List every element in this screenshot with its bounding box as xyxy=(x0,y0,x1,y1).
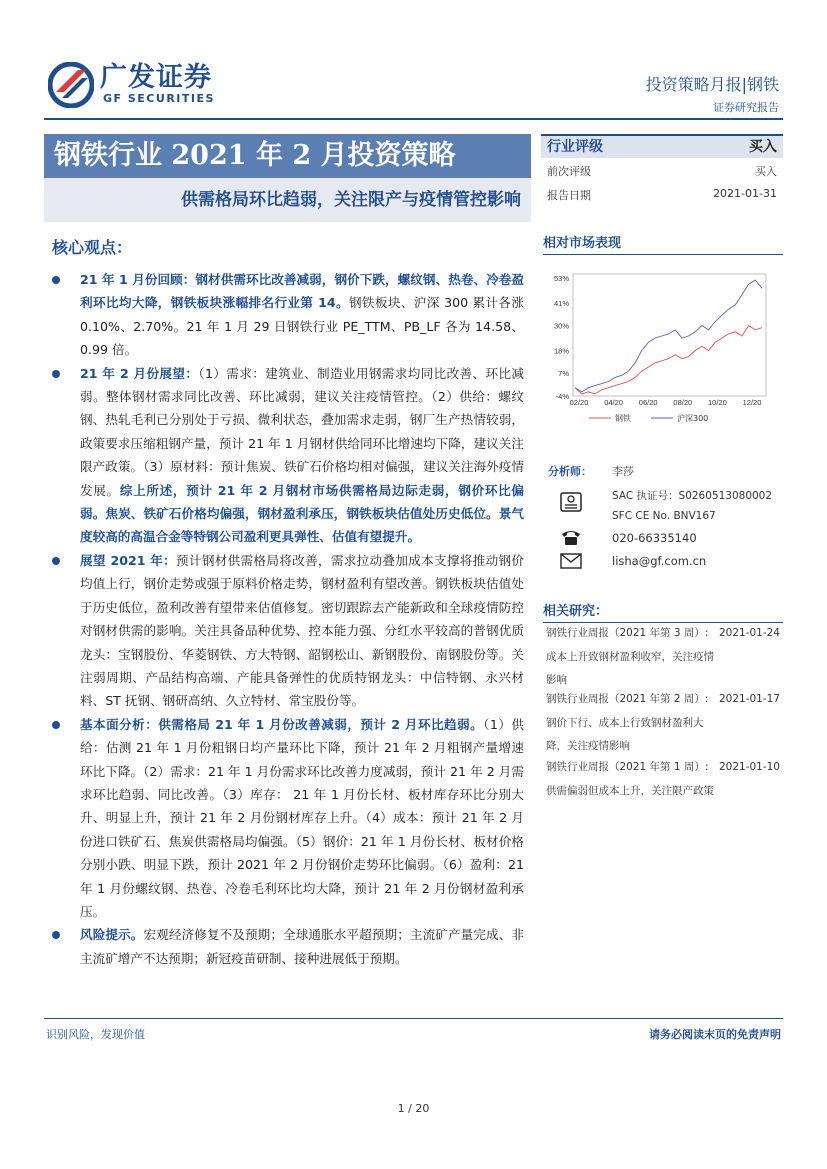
prev-rating-value: 买入 xyxy=(755,165,777,178)
related-item-date: 2021-01-17 xyxy=(718,693,780,705)
bullet-icon xyxy=(52,721,60,729)
plot-frame xyxy=(573,274,766,396)
page-subtitle: 供需格局环比趋弱，关注限产与疫情管控影响 xyxy=(44,178,531,222)
header-divider xyxy=(44,118,783,120)
para-text: （1）供给：估测 21 年 1 月份粗钢日均产量环比下降，预计 21 年 2 月粗钢产量增速环比下降。（2）需求：21 年 1 月份需求环比改善力度减弱，预计 21 年 2 月需求环比趋弱、同比改善。（3）库存： 21 年 1 月份长材、板材库存环比分别大升、明显上升，预计 21 年 2 月份钢材库存上升。（4）成本：预计 21 年 2 月份进口铁矿石、焦炭供需格局均偏强。（5）钢价：21 年 1 月份长材、板材价格分别小跌、明显下跌，预计 2021 年 2 月份钢价走势环比偏弱。（6）盈利：21 年 1 月份螺纹钢、热卷、冷卷毛利环比均大降，预计 21 年 2 月份钢材盈利承压。 xyxy=(80,716,524,919)
y-tick-label: 41% xyxy=(553,298,569,308)
para-text: 钢铁板块、沪深 300 累计各涨 0.10%、2.70%。21 年 1 月 29 日钢铁行业 PE_TTM、PB_LF 各为 14.58、0.99 倍。 xyxy=(80,295,524,358)
footer-disclaimer: 请务必阅读末页的免责声明 xyxy=(649,1028,781,1041)
rating-value: 买入 xyxy=(749,139,777,155)
related-item[interactable] xyxy=(546,622,780,693)
bullet-icon xyxy=(52,276,60,284)
related-item-date: 2021-01-10 xyxy=(718,761,780,773)
para-january-review xyxy=(46,268,524,362)
report-date-row xyxy=(541,187,783,203)
y-tick-label: 53% xyxy=(553,274,569,283)
para-risk xyxy=(46,923,524,970)
related-item[interactable] xyxy=(546,688,780,759)
y-tick-label: 30% xyxy=(553,321,569,331)
page-number: 1 / 20 xyxy=(397,1102,430,1115)
para-bold: 21 年 1 月份回顾：钢材供需环比改善减弱，钢价下跌，螺纹钢、热卷、冷卷盈利环比均大降，钢铁板块涨幅排名行业第 14。 xyxy=(80,272,524,311)
logo-text-en: GF SECURITIES xyxy=(103,92,215,105)
para-text: （1）需求：建筑业、制造业用钢需求均同比改善、环比减弱。整体钢材需求同比改善、环比减弱，建议关注疫情管控。（2）供给：螺纹钢、热轧毛利已分别处于亏损、微利状态，叠加需求走弱，钢厂生产热情较弱，政策要求压缩粗钢产量，预计 21 年 1 月钢材供给同环比增速均下降，建议关注限产政策。（3）原材料：预计焦炭、铁矿石价格均相对偏强，建议关注海外疫情发展。 xyxy=(80,365,524,498)
relative-performance-chart xyxy=(541,262,783,422)
y-tick-label: 18% xyxy=(553,346,569,356)
x-tick-label: 06/20 xyxy=(638,398,658,407)
report-sub: 证券研究报告 xyxy=(713,101,779,114)
series-line xyxy=(575,280,762,392)
para-bold: 21 年 2 月份展望： xyxy=(80,365,199,381)
analyst-name: 李莎 xyxy=(612,465,634,478)
para-fundamentals xyxy=(46,713,524,924)
series-line xyxy=(575,326,762,394)
para-bold-conclusion: 综上所述，预计 21 年 2 月钢材市场供需格局边际走弱，钢价环比偏弱。焦炭、铁矿石价格均偏强，钢材盈利承压，钢铁板块估值处历史低位。景气度较高的高温合金等特钢公司盈利更具弹性、估值有望提升。 xyxy=(80,482,525,545)
related-item[interactable] xyxy=(546,756,780,803)
bullet-icon xyxy=(52,931,60,939)
rating-header xyxy=(541,134,783,158)
related-item-date: 2021-01-24 xyxy=(718,627,780,639)
para-bold: 基本面分析：供需格局 21 年 1 月份改善减弱，预计 2 月环比趋弱。 xyxy=(80,716,484,732)
x-tick-label: 04/20 xyxy=(604,398,623,407)
page-title: 钢铁行业 2021 年 2 月投资策略 xyxy=(44,134,531,178)
prev-rating-row xyxy=(541,163,783,179)
chart-title: 相对市场表现 xyxy=(543,232,783,255)
gf-logo-icon xyxy=(48,62,94,108)
footer-slogan: 识别风险，发现价值 xyxy=(46,1028,145,1041)
footer-divider xyxy=(44,1018,783,1019)
bullet-icon xyxy=(52,557,60,565)
x-tick-label: 10/20 xyxy=(708,398,727,407)
related-item-text: 钢铁行业周报（2021 年第 3 周）:成本上升致钢材盈利收窄，关注疫情影响 xyxy=(546,627,714,686)
related-item-text: 钢铁行业周报（2021 年第 2 周）:钢价下行、成本上行致钢材盈利大降，关注疫情影响 xyxy=(546,693,709,752)
analyst-sfc: SFC CE No. BNV167 xyxy=(612,510,716,522)
analyst-email[interactable]: lisha@gf.com.cn xyxy=(612,554,707,568)
y-tick-label: -4% xyxy=(555,392,569,401)
analyst-label: 分析师： xyxy=(548,465,592,478)
analyst-phone: 020-66335140 xyxy=(612,531,697,545)
para-text: 宏观经济修复不及预期；全球通胀水平超预期；主流矿产量完成、非主流矿增产不达预期；新冠疫苗研制、接种进展低于预期。 xyxy=(80,927,525,966)
logo-text-cn: 广发证券 xyxy=(100,62,212,93)
para-bold: 风险提示。 xyxy=(80,927,144,943)
email-icon xyxy=(560,553,582,569)
legend-label: 钢铁 xyxy=(615,414,631,422)
report-type: 投资策略月报|钢铁 xyxy=(645,75,779,94)
y-tick-label: 7% xyxy=(558,369,569,379)
bullet-icon xyxy=(52,370,60,378)
para-text: 预计钢材供需格局将改善，需求拉动叠加成本支撑将推动钢价均值上行，钢价走势或强于原料价格走势，钢材盈利有望改善。钢铁板块估值处于历史低位，盈利改善有望带来估值修复。密切跟踪去产能新政和全球疫情防控对钢材供需的影响。关注具备品种优势、控本能力强、分红水平较高的普钢优质龙头：宝钢股份、华菱钢铁、方大特钢、韶钢松山、新钢股份、南钢股份等。关注弱周期、产品结构高端、产能具备弹性的优质特钢龙头：中信特钢、永兴材料、ST 抚钢、钢研高纳、久立特材、常宝股份等。 xyxy=(80,552,524,709)
x-tick-label: 08/20 xyxy=(673,398,693,407)
para-bold: 展望 2021 年： xyxy=(80,552,177,568)
para-february-outlook xyxy=(46,362,524,549)
phone-icon xyxy=(560,528,582,546)
id-card-icon xyxy=(560,492,582,512)
analyst-sac: SAC 执证号：S0260513080002 xyxy=(612,490,773,502)
prev-rating-label: 前次评级 xyxy=(547,165,591,178)
report-date-value: 2021-01-31 xyxy=(713,187,777,200)
related-item-text: 钢铁行业周报（2021 年第 1 周）:供需偏弱但成本上升，关注限产政策 xyxy=(546,761,714,797)
core-views-body xyxy=(46,268,524,970)
x-tick-label: 12/20 xyxy=(742,398,762,407)
related-research-title: 相关研究： xyxy=(543,600,783,623)
rating-label: 行业评级 xyxy=(547,139,603,155)
para-2021-outlook xyxy=(46,549,524,713)
x-tick-label: 02/20 xyxy=(569,398,589,407)
report-date-label: 报告日期 xyxy=(547,189,591,202)
legend-label: 沪深300 xyxy=(677,414,709,422)
core-views-title: 核心观点： xyxy=(52,238,133,257)
